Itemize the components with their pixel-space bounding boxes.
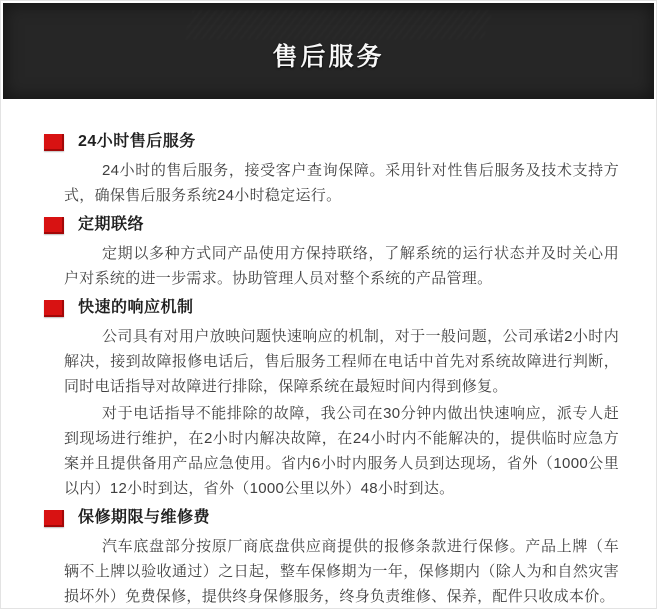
section-heading-row: [1, 213, 656, 237]
section-heading: 快速的响应机制: [78, 299, 194, 316]
section-paragraph: 24小时的售后服务，接受客户查询保障。采用针对性售后服务及技术支持方式，确保售后服务系统24小时稳定运行。: [64, 162, 619, 204]
section-heading-row: [1, 296, 656, 320]
section-heading: 24小时售后服务: [78, 133, 196, 150]
section-warranty-fees: [1, 506, 656, 609]
section-paragraph: 汽车底盘部分按原厂商底盘供应商提供的报修条款进行保修。产品上牌（车辆不上牌以验收通过）之日起，整车保修期为一年，保修期内（除人为和自然灾害损坏外）免费保修，提供终身保修服务，终身负责维修、保养，配件只收成本价。: [64, 538, 619, 605]
section-heading-row: [1, 130, 656, 154]
section-paragraph: 定期以多种方式同产品使用方保持联络，了解系统的运行状态并及时关心用户对系统的进一步需求。协助管理人员对整个系统的产品管理。: [64, 245, 619, 287]
red-square-bullet-icon: [44, 217, 64, 234]
section-24h-service: [1, 130, 656, 208]
page-header-banner: [3, 3, 654, 99]
document-body: [1, 99, 656, 609]
watermark-smudge: [183, 10, 493, 40]
red-square-bullet-icon: [44, 510, 64, 527]
section-paragraph: 对于电话指导不能排除的故障，我公司在30分钟内做出快速响应，派专人赶到现场进行维护，在2小时内解决故障，在24小时内不能解决的，提供临时应急方案并且提供备用产品应急使用。省内6小时内服务人员到达现场，省外（1000公里以内）12小时到达，省外（1000公里以外）48小时到达。: [64, 405, 619, 497]
red-square-bullet-icon: [44, 300, 64, 317]
section-heading: 定期联络: [78, 216, 145, 233]
page-title: 售后服务: [272, 43, 385, 71]
section-heading-row: [1, 506, 656, 530]
section-paragraph: 公司具有对用户放映问题快速响应的机制，对于一般问题，公司承诺2小时内解决，接到故障报修电话后，售后服务工程师在电话中首先对系统故障进行判断，同时电话指导对故障进行排除，保障系统在最短时间内得到修复。: [64, 328, 619, 395]
section-heading: 保修期限与维修费: [78, 509, 211, 526]
red-square-bullet-icon: [44, 134, 64, 151]
section-fast-response: [1, 296, 656, 501]
section-regular-contact: [1, 213, 656, 291]
